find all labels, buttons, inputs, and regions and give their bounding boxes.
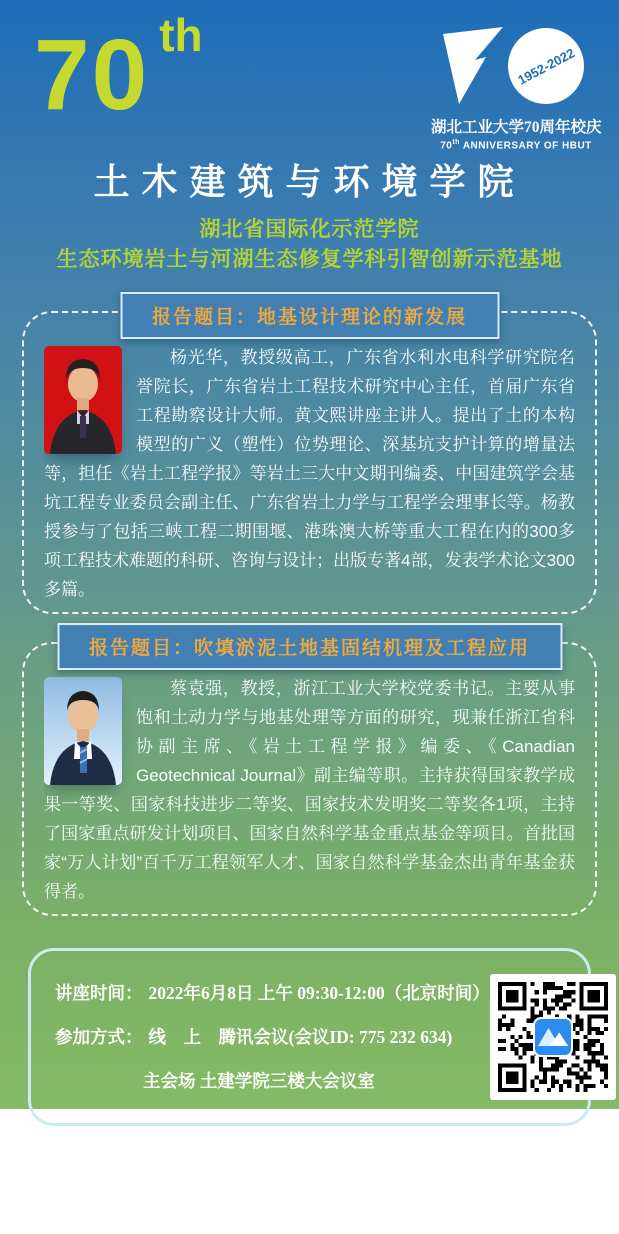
anniversary-70th xyxy=(34,9,203,131)
logo-title-en: 70th ANNIVERSARY OF HBUT xyxy=(440,139,592,152)
lecture-info-lines xyxy=(55,971,490,1103)
lecture-card-2 xyxy=(22,638,597,916)
logo-title-cn: 湖北工业大学70周年校庆 xyxy=(431,119,602,136)
speaker-2-photo xyxy=(44,677,122,785)
speaker-1-bio-text: 杨光华，教授级高工，广东省水利水电科学研究院名誉院长，广东省岩土工程技术研究中心主任，首届广东省工程勘察设计大师。黄文熙讲座主讲人。提出了土的本构模型的广义（塑性）位势理论、深基坑支护计算的增量法等，担任《岩土工程学报》等岩土三大中文期刊编委、中国建筑学会基坑工程专业委员会副主任、广东省岩土力学与工程学会理事长等。杨教授参与了包括三峡工程二期围堰、港珠澳大桥等重大工程在内的300多项工程技术难题的科研、咨询与设计；出版专著4部，发表学术论文300多篇。 xyxy=(44,348,575,599)
forum-issue-number: （第62期） xyxy=(490,1175,609,1200)
venue-value: 主会场 土建学院三楼大会议室 xyxy=(143,1071,375,1091)
anniversary-suffix: th xyxy=(159,9,203,61)
time-value: 2022年6月8日 上午 09:30-12:00（北京时间） xyxy=(148,983,490,1003)
anniversary-number: 70 xyxy=(34,19,150,131)
tencent-meeting-logo-icon xyxy=(533,1017,573,1057)
hbut-70-logo-icon xyxy=(441,26,591,106)
speaker-1-photo xyxy=(44,346,122,454)
lecture-2-title-banner xyxy=(57,623,562,670)
method-label: 参加方式： xyxy=(55,1027,143,1047)
lecture-2-title: 报告题目：吹填淤泥土地基固结机理及工程应用 xyxy=(88,638,531,659)
subtitle-1: 湖北省国际化示范学院 xyxy=(199,218,420,241)
lecture-1-title-banner xyxy=(120,292,499,339)
speaker-2-bio-text: 蔡袁强，教授，浙江工业大学校党委书记。主要从事饱和土动力学与地基处理等方面的研究，现兼任浙江省科协副主席、《岩土工程学报》编委、《Canadian Geotechnical Journal》副主编等职。主持获得国家教学成果一等奖、国家科技进步二等奖、国家技术发明奖二等奖各1项，主持了国家重点研发计划项目、国家自然科学基金重点基金等项目。首批国家“万人计划”百千万工程领军人才、国家自然科学基金杰出青年基金获得者。 xyxy=(44,679,575,901)
footer xyxy=(34,1150,609,1234)
forum-title xyxy=(34,1150,609,1207)
speaker-1-bio xyxy=(44,343,575,604)
lecture-card-1 xyxy=(22,307,597,614)
qr-code xyxy=(490,974,616,1100)
time-label: 讲座时间： xyxy=(55,983,143,1003)
join-method-line xyxy=(55,1015,490,1059)
logo-years: 1952-2022 xyxy=(515,45,578,88)
forum-title-en: ACADEMIC CELEBRATION 100 ACADEMIC FORUMS xyxy=(34,1217,459,1233)
method-value: 线 上 腾讯会议(会议ID: 775 232 634) xyxy=(148,1027,453,1047)
venue-line xyxy=(55,1059,490,1103)
forum-title-cn: 学术校庆·百场学术论坛 xyxy=(34,1160,481,1204)
college-title: 土木建筑与环境学院 xyxy=(93,162,526,202)
speaker-2-bio xyxy=(44,674,575,906)
hbut-70-logo xyxy=(431,26,601,151)
subtitle-2: 生态环境岩土与河湖生态修复学科引智创新示范基地 xyxy=(56,248,563,271)
speaker-2-portrait-icon xyxy=(44,677,122,785)
lecture-1-title: 报告题目：地基设计理论的新发展 xyxy=(151,307,468,328)
header xyxy=(0,0,619,152)
speaker-1-portrait-icon xyxy=(44,346,122,454)
lecture-time-line xyxy=(55,971,490,1015)
lecture-info-box xyxy=(28,948,591,1126)
